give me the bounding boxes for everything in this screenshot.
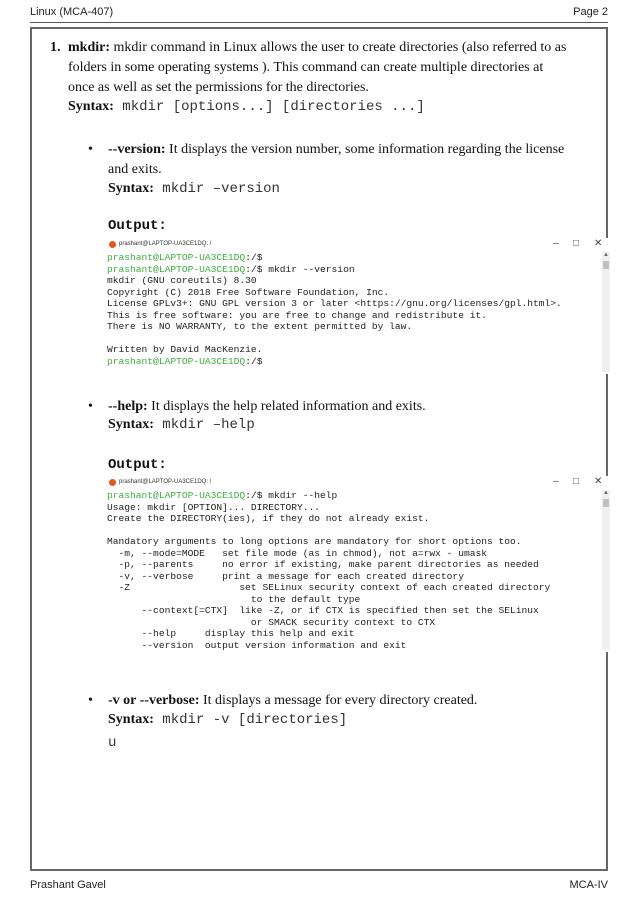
terminal-line — [107, 298, 610, 310]
terminal-output — [107, 490, 610, 651]
syntax-label: Syntax: — [108, 181, 154, 196]
version-desc-line1: It displays the version number, some information regarding the license — [165, 142, 565, 157]
terminal-line — [107, 571, 610, 583]
maximize-icon[interactable]: □ — [573, 476, 580, 487]
terminal-text: --context[=CTX] like -Z, or if CTX is specified then set the SELinux — [107, 605, 539, 616]
terminal-title: prashant@LAPTOP-UA3CE1DQ: / — [119, 241, 212, 247]
terminal-text: -v, --verbose print a message for each created directory — [107, 570, 464, 582]
syntax-label: Syntax: — [68, 99, 114, 114]
syntax-label: Syntax: — [108, 417, 154, 432]
mkdir-desc-line2: folders in some operating systems ). This command can create multiple directories at — [68, 60, 544, 75]
terminal-line — [107, 594, 610, 606]
terminal-text: or SMACK security context to CTX — [107, 616, 436, 628]
terminal-line — [107, 264, 610, 276]
terminal-text: Create the DIRECTORY(ies), if they do not already exist. — [107, 513, 430, 524]
terminal-text: There is NO WARRANTY, to the extent permitted by law. — [107, 321, 413, 332]
footer-author: Prashant Gavel — [30, 879, 106, 891]
terminal-text: -m, --mode=MODE set file mode (as in chmod), not a=rwx - umask — [107, 547, 487, 559]
terminal-text: mkdir (GNU coreutils) 8.30 — [107, 275, 257, 286]
header-page-number: Page 2 — [573, 6, 608, 18]
syntax-text: mkdir -v [directories] — [153, 712, 348, 728]
verbose-desc-line1: It displays a message for every directory created. — [199, 693, 478, 708]
syntax-label: Syntax: — [108, 712, 154, 727]
terminal-title: prashant@LAPTOP-UA3CE1DQ: / — [119, 479, 212, 485]
mkdir-desc-line3: once as well as set the permissions for the directories. — [68, 80, 369, 95]
terminal-titlebar — [107, 238, 610, 252]
version-syntax — [108, 181, 280, 197]
bullet-dot: • — [88, 399, 93, 414]
header-rule — [30, 22, 608, 23]
verbose-extra-text: u — [108, 735, 117, 751]
terminal-line — [107, 582, 610, 594]
terminal-line — [107, 513, 610, 525]
terminal-prompt-suffix: :/$ — [245, 490, 263, 501]
terminal-line — [107, 333, 610, 345]
terminal-prompt: prashant@LAPTOP-UA3CE1DQ — [107, 263, 246, 275]
terminal-prompt: prashant@LAPTOP-UA3CE1DQ — [107, 355, 246, 367]
terminal-titlebar — [107, 476, 610, 490]
terminal-line — [107, 275, 610, 287]
minimize-icon[interactable]: – — [553, 238, 559, 249]
terminal-prompt: prashant@LAPTOP-UA3CE1DQ — [107, 490, 246, 501]
help-syntax — [108, 417, 255, 433]
terminal-text: Copyright (C) 2018 Free Software Foundation, Inc. — [107, 286, 390, 298]
terminal-text: Written by David MacKenzie. — [107, 344, 263, 355]
terminal-line — [107, 502, 610, 514]
terminal-line — [107, 252, 610, 264]
verbose-syntax — [108, 712, 347, 728]
terminal-output — [107, 252, 610, 367]
terminal-text: Usage: mkdir [OPTION]... DIRECTORY... — [107, 501, 321, 513]
item-number: 1. — [50, 40, 61, 55]
version-desc-line2: and exits. — [108, 162, 162, 177]
terminal-prompt-suffix: :/$ — [245, 355, 263, 367]
footer-class: MCA-IV — [569, 879, 608, 891]
terminal-line — [107, 287, 610, 299]
scrollbar-thumb[interactable] — [603, 261, 609, 269]
bullet-dot: • — [88, 142, 93, 157]
terminal-text: -Z set SELinux security context of each created directory — [107, 582, 551, 593]
terminal-text: --version output version information and exit — [107, 639, 407, 651]
terminal-line — [107, 536, 610, 548]
terminal-window-version — [107, 238, 610, 374]
terminal-text: License GPLv3+: GNU GPL version 3 or later <https://gnu.org/licenses/gpl.html>. — [107, 298, 562, 309]
help-desc-line1: It displays the help related information and exits. — [147, 399, 426, 414]
terminal-scrollbar[interactable] — [602, 490, 610, 650]
ubuntu-icon — [109, 479, 116, 486]
verbose-term: -v or --verbose: — [108, 693, 200, 708]
terminal-line — [107, 559, 610, 571]
maximize-icon[interactable]: □ — [573, 238, 580, 249]
bullet-dot: • — [88, 693, 93, 708]
header-course: Linux (MCA-407) — [30, 6, 114, 18]
terminal-line — [107, 640, 610, 652]
terminal-line — [107, 356, 610, 368]
ubuntu-icon — [109, 241, 116, 248]
scroll-up-icon[interactable]: ▲ — [603, 490, 609, 496]
terminal-text: This is free software: you are free to change and redistribute it. — [107, 309, 487, 321]
syntax-text: mkdir –help — [153, 417, 255, 433]
terminal-text: to the default type — [107, 593, 361, 605]
terminal-line — [107, 321, 610, 333]
help-output-label: Output: — [108, 457, 167, 473]
mkdir-desc-line1: mkdir command in Linux allows the user to create directories (also referred to as — [110, 40, 567, 55]
close-icon[interactable]: ✕ — [594, 238, 603, 249]
mkdir-term: mkdir: — [68, 40, 110, 55]
terminal-text: mkdir --version — [262, 263, 355, 275]
terminal-window-help — [107, 476, 610, 652]
terminal-line — [107, 490, 610, 502]
terminal-text: mkdir --help — [262, 490, 338, 501]
terminal-line — [107, 310, 610, 322]
mkdir-syntax — [68, 99, 425, 115]
scrollbar-thumb[interactable] — [603, 499, 609, 507]
terminal-prompt-suffix: :/$ — [245, 252, 263, 263]
mkdir-description — [68, 38, 608, 98]
terminal-line — [107, 548, 610, 560]
terminal-text: Mandatory arguments to long options are mandatory for short options too. — [107, 536, 522, 547]
terminal-text: -p, --parents no error if existing, make parent directories as needed — [107, 559, 539, 570]
version-output-label: Output: — [108, 218, 167, 234]
terminal-scrollbar[interactable] — [602, 252, 610, 372]
terminal-line — [107, 344, 610, 356]
terminal-line — [107, 628, 610, 640]
terminal-prompt-suffix: :/$ — [245, 263, 263, 275]
syntax-text: mkdir [options...] [directories ...] — [113, 99, 425, 115]
close-icon[interactable]: ✕ — [594, 476, 603, 487]
syntax-text: mkdir –version — [153, 181, 280, 197]
scroll-up-icon[interactable]: ▲ — [603, 252, 609, 258]
help-term: --help: — [108, 399, 148, 414]
version-term: --version: — [108, 142, 166, 157]
minimize-icon[interactable]: – — [553, 476, 559, 487]
terminal-line — [107, 617, 610, 629]
terminal-line — [107, 525, 610, 537]
terminal-text: --help display this help and exit — [107, 628, 355, 639]
terminal-line — [107, 605, 610, 617]
terminal-prompt: prashant@LAPTOP-UA3CE1DQ — [107, 252, 246, 263]
